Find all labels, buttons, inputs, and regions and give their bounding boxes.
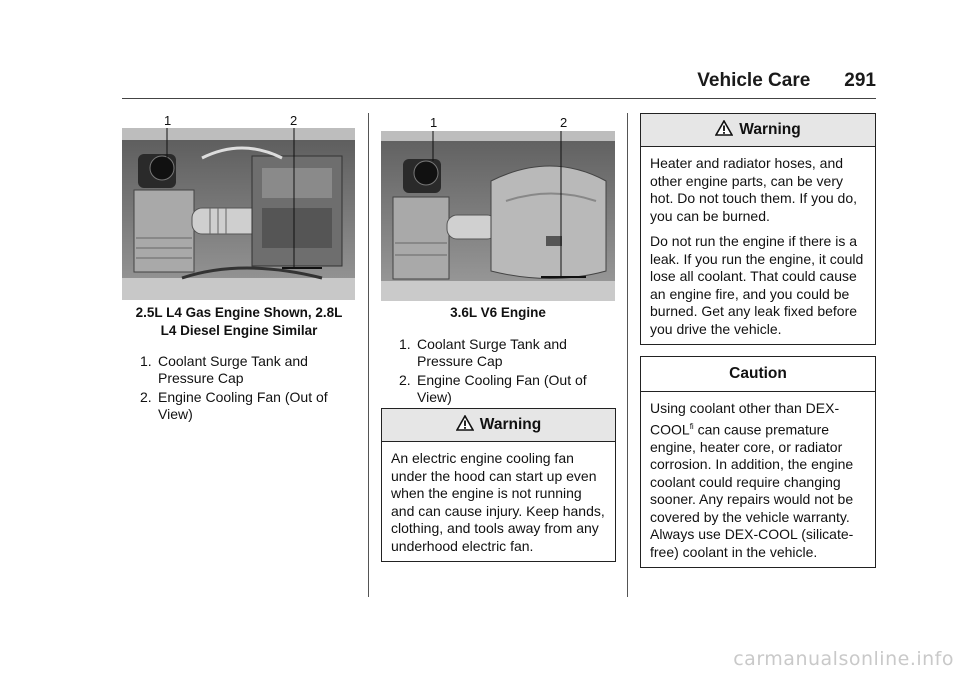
warning-body: Heater and radiator hoses, and other engine parts, can be very hot. Do not touch them. If you do, you can be burned. Do not run the engine if there is a leak. If you run the engine, it could lose all coolant. That could cause an engine fire, and you could be burned. Get any leak fixed before you drive the vehicle. — [650, 155, 864, 337]
header-rule — [122, 98, 876, 99]
figure-1-caption: 2.5L L4 Gas Engine Shown, 2.8L L4 Diesel Engine Similar — [135, 305, 343, 338]
warning-title: Warning — [739, 121, 801, 138]
page-header — [580, 70, 876, 92]
list-item: 2. Engine Cooling Fan (Out of View) — [140, 389, 328, 422]
caution-body: Using coolant other than DEX-$COOL^{fi}$ can cause premature engine, heater core, or radiator corrosion. In addition, the engine coolant could require changing sooner. Any repairs would not be covered by the vehicle warranty. Always use DEX-COOL (silicate-free) coolant in the vehicle. — [650, 400, 854, 560]
warning-box-fan — [381, 408, 616, 562]
list-item: 1. Coolant Surge Tank and Pressure Cap — [399, 336, 567, 369]
list-item: 1. Coolant Surge Tank and Pressure Cap — [140, 353, 308, 386]
callout-2: 2 — [560, 115, 568, 130]
watermark: carmanualsonline.info — [733, 648, 954, 670]
engine-illustration-2 — [381, 131, 615, 301]
section-title: Vehicle Care — [697, 70, 811, 91]
warning-box-hot-parts — [640, 113, 876, 345]
page-number: 291 — [844, 70, 876, 91]
list-item: 2. Engine Cooling Fan (Out of View) — [399, 372, 587, 405]
caution-header — [641, 357, 875, 392]
warning-triangle-icon — [715, 120, 733, 136]
callout-1: 1 — [164, 113, 172, 128]
caution-box — [640, 356, 876, 568]
warning-title: Warning — [479, 416, 542, 433]
warning-body: An electric engine cooling fan under the hood can start up even when the engine is not running and can cause injury. Keep hands, clothing, and tools away from any underhood electric fan. — [391, 450, 605, 554]
figure-2-legend — [381, 336, 611, 408]
figure-1-legend — [122, 353, 352, 425]
warning-header — [641, 114, 875, 147]
engine-illustration-1 — [122, 128, 355, 300]
figure-2-caption: 3.6L V6 Engine — [450, 305, 546, 320]
column-divider-1 — [368, 113, 369, 597]
caution-title: Caution — [729, 365, 787, 382]
callout-2: 2 — [290, 113, 298, 128]
callout-1: 1 — [430, 115, 438, 130]
warning-header — [382, 409, 615, 442]
warning-triangle-icon — [456, 415, 474, 431]
column-divider-2 — [627, 113, 628, 597]
